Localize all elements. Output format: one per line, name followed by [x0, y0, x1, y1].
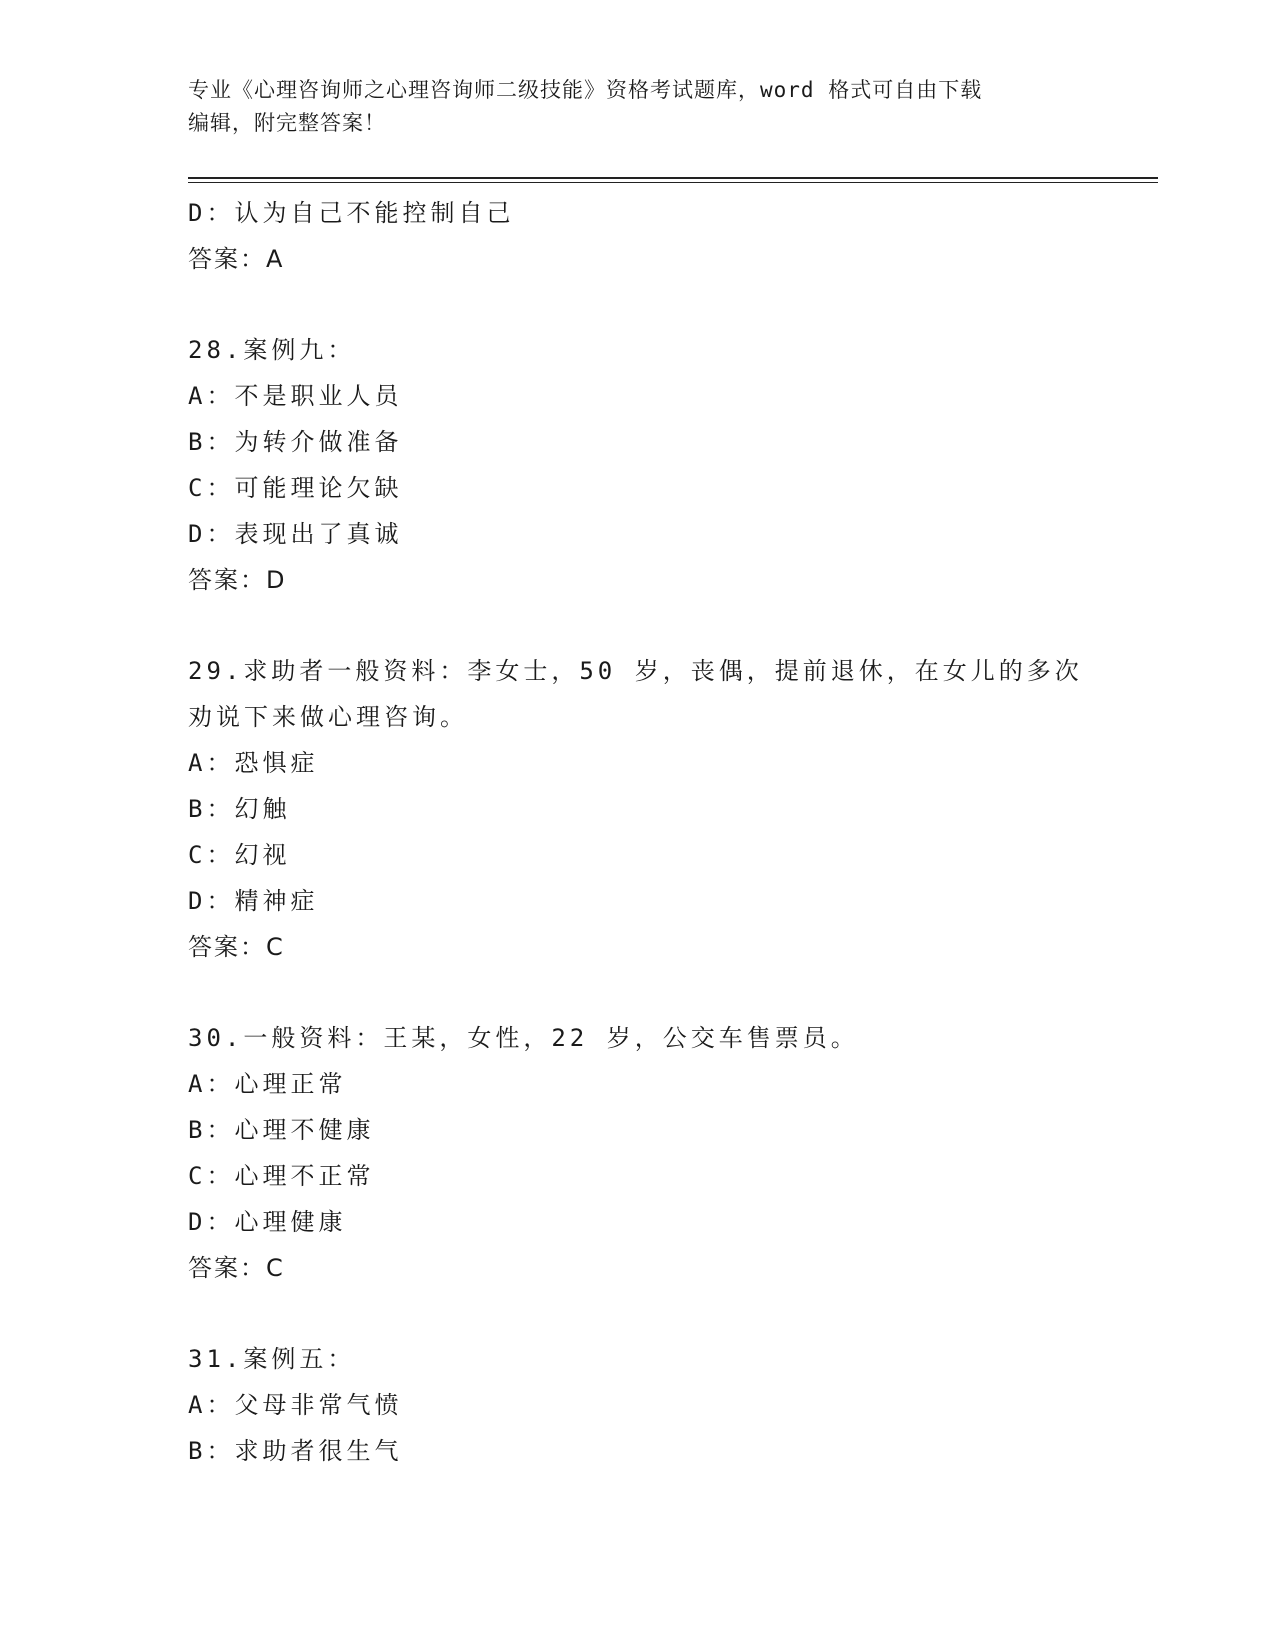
spacer: [188, 603, 1088, 648]
document-header: [188, 74, 1088, 140]
question-31: [188, 1336, 1088, 1474]
option-d: D：精神症: [188, 887, 319, 915]
option-a: A：恐惧症: [188, 749, 319, 777]
answer-line: 答案：D: [188, 566, 287, 594]
option-d: D：认为自己不能控制自己: [188, 199, 515, 227]
question-stem: 31.案例五：: [188, 1345, 356, 1373]
option-d: D：心理健康: [188, 1208, 347, 1236]
option-c: C：心理不正常: [188, 1162, 375, 1190]
option-a: A：父母非常气愤: [188, 1391, 403, 1419]
question-stem-line-1: 29.求助者一般资料：李女士，50 岁，丧偶，提前退休，在女儿的多次: [188, 657, 1083, 685]
option-a: A：心理正常: [188, 1070, 347, 1098]
header-rule-thick: [188, 177, 1158, 179]
option-b: B：为转介做准备: [188, 428, 403, 456]
answer-line: 答案：C: [188, 1254, 285, 1282]
question-stem: 30.一般资料：王某，女性，22 岁，公交车售票员。: [188, 1024, 859, 1052]
option-c: C：可能理论欠缺: [188, 474, 403, 502]
header-line-1: 专业《心理咨询师之心理咨询师二级技能》资格考试题库，word 格式可自由下载: [188, 78, 983, 102]
option-a: A：不是职业人员: [188, 382, 403, 410]
answer-line: 答案：C: [188, 933, 285, 961]
header-rule-thin: [188, 182, 1158, 183]
question-stem: 28.案例九：: [188, 336, 356, 364]
spacer: [188, 970, 1088, 1015]
option-c: C：幻视: [188, 841, 291, 869]
option-b: B：心理不健康: [188, 1116, 375, 1144]
question-28: [188, 327, 1088, 603]
question-29: [188, 648, 1088, 970]
question-30: [188, 1015, 1088, 1291]
option-b: B：幻触: [188, 795, 291, 823]
header-line-2: 编辑，附完整答案！: [188, 111, 386, 135]
spacer: [188, 1291, 1088, 1336]
spacer: [188, 282, 1088, 327]
option-d: D：表现出了真诚: [188, 520, 403, 548]
previous-question-tail: [188, 190, 1088, 282]
question-stem-line-2: 劝说下来做心理咨询。: [188, 703, 468, 731]
question-content: [188, 190, 1088, 1474]
option-b: B：求助者很生气: [188, 1437, 403, 1465]
answer-line: 答案：A: [188, 245, 285, 273]
